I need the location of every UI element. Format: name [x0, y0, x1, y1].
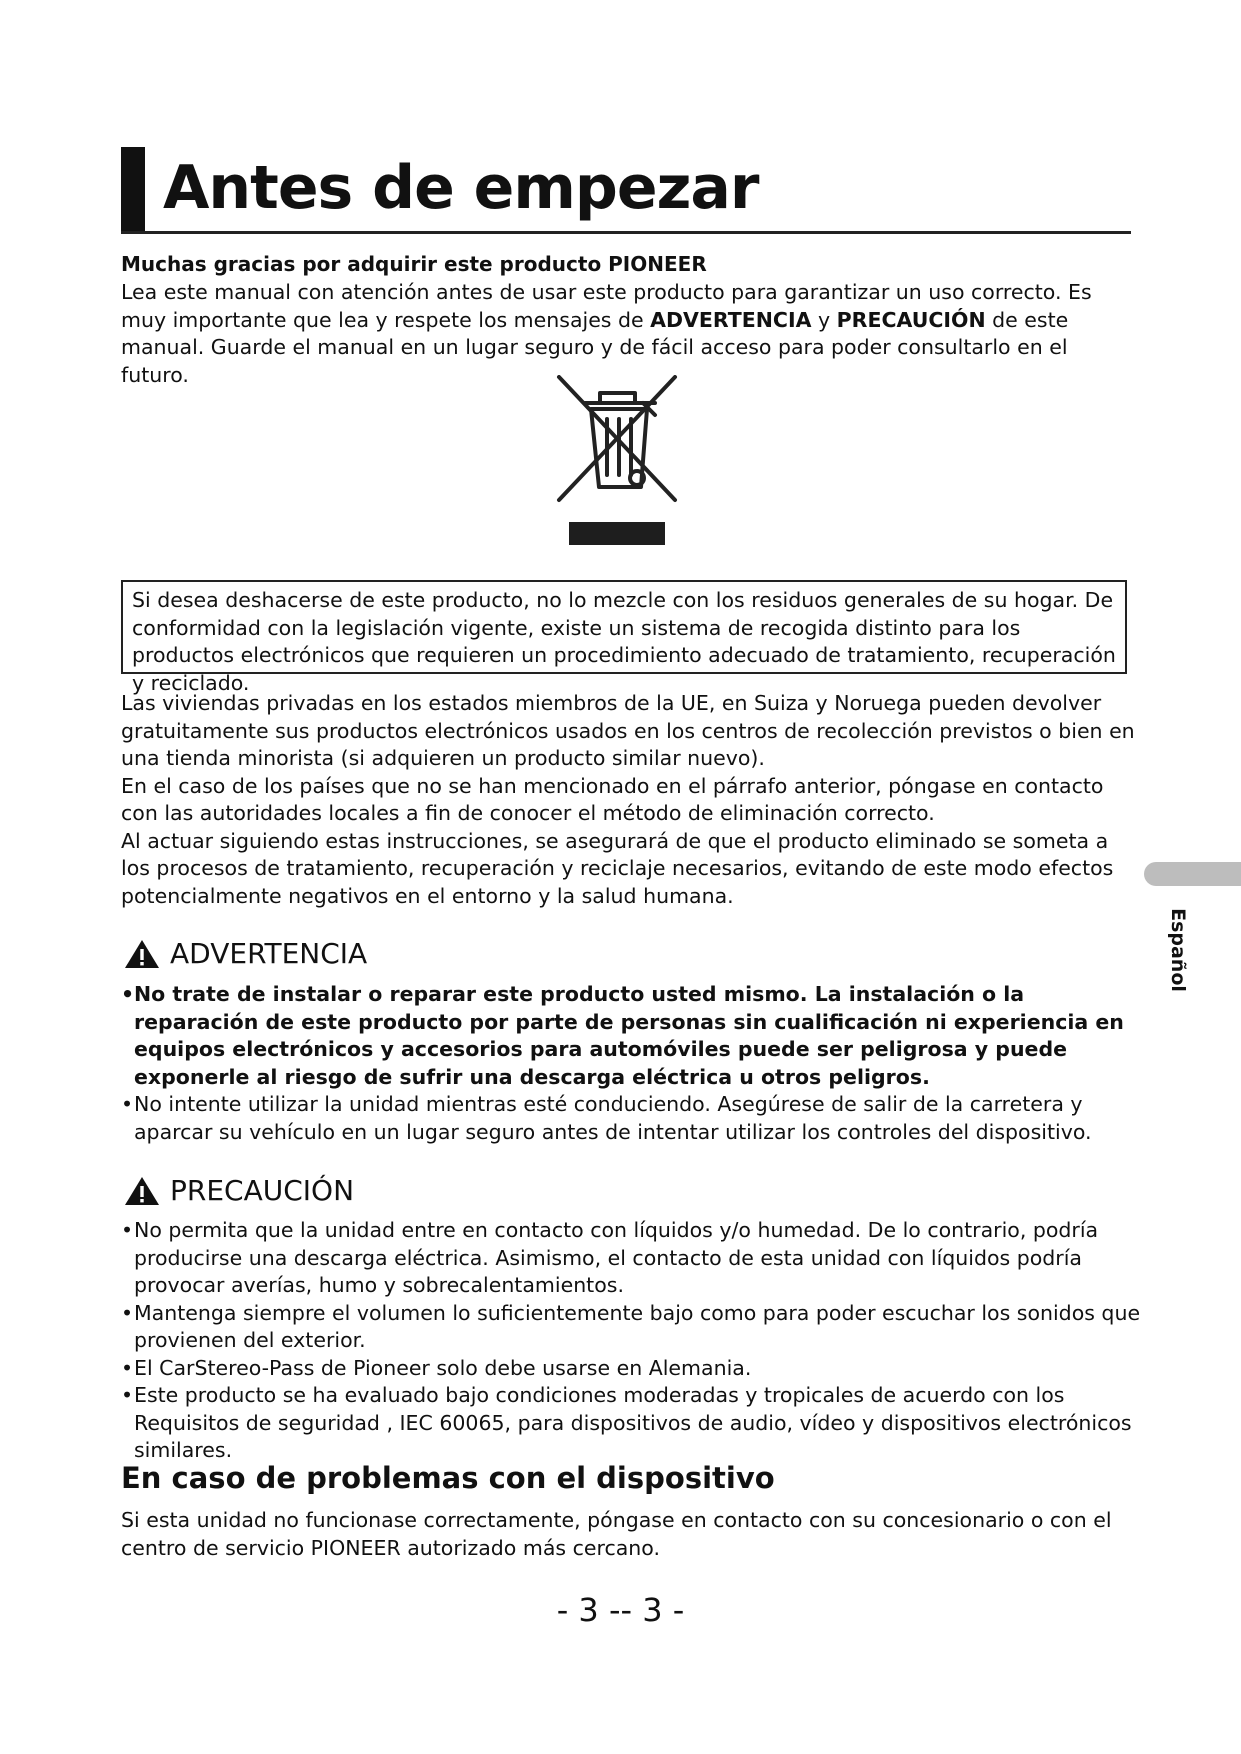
language-tab-label: Español: [1167, 908, 1189, 992]
trouble-paragraph: Si esta unidad no funcionase correctamente, póngase en contacto con su concesionario o con el centro de servicio PIONEER autorizado más cercano.: [121, 1508, 1112, 1560]
intro-heading: Muchas gracias por adquirir este producto PIONEER: [121, 252, 707, 276]
list-item: • El CarStereo-Pass de Pioneer solo debe usarse en Alemania.: [121, 1355, 1141, 1383]
page-title: Antes de empezar: [163, 153, 759, 223]
intro-text-1: Lea este manual con atención antes de usar este producto para garantizar un uso correcto. Es muy importante que lea y respete los mensajes de: [121, 280, 1092, 332]
list-item: • No trate de instalar o reparar este producto usted mismo. La instalación o la reparación de este producto por parte de personas sin cualificación ni experiencia en equipos electrónicos y accesorios para automóviles puede ser peligrosa y puede exponerle al riesgo de sufrir una descarga eléctrica u otros peligros.: [121, 981, 1141, 1091]
list-item: • No intente utilizar la unidad mientras esté conduciendo. Asegúrese de salir de la carretera y aparcar su vehículo en un lugar seguro antes de intentar utilizar los controles del dispositivo.: [121, 1091, 1141, 1146]
advertencia-keyword: ADVERTENCIA: [650, 307, 812, 332]
intro-conjunction: y: [811, 307, 837, 332]
disposal-paragraph: Al actuar siguiendo estas instrucciones, se asegurará de que el producto eliminado se someta a los procesos de tratamiento, recuperación y reciclaje necesarios, evitando de este modo efectos potencialmente negativos en el entorno y la salud humana.: [121, 828, 1114, 908]
precaucion-heading-text: PRECAUCIÓN: [170, 1174, 355, 1207]
list-item: • No permita que la unidad entre en contacto con líquidos y/o humedad. De lo contrario, podría producirse una descarga eléctrica. Asimismo, el contacto de esta unidad con líquidos podría provocar averías, humo y sobrecalentamientos.: [121, 1217, 1141, 1300]
list-item: • Este producto se ha evaluado bajo condiciones moderadas y tropicales de acuerdo con los Requisitos de seguridad , IEC 60065, para dispositivos de audio, vídeo y dispositivos electrónicos similares.: [121, 1382, 1141, 1465]
intro-text-2: de este manual. Guarde el manual en un lugar seguro y de fácil acceso para poder consultarlo en el futuro.: [121, 307, 1069, 387]
precaucion-keyword: PRECAUCIÓN: [836, 307, 986, 332]
disposal-paragraphs: [121, 690, 1141, 910]
advertencia-heading-text: ADVERTENCIA: [170, 937, 368, 970]
title-underline: [121, 231, 1131, 234]
list-item: • Mantenga siempre el volumen lo suficientemente bajo como para poder escuchar los sonidos que provienen del exterior.: [121, 1300, 1141, 1355]
precaucion-heading: [124, 1174, 354, 1208]
disposal-paragraph: En el caso de los países que no se han mencionado en el párrafo anterior, póngase en contacto con las autoridades locales a fin de conocer el método de eliminación correcto.: [121, 773, 1104, 825]
warning-triangle-icon: [124, 1176, 160, 1206]
disposal-notice-text: Si desea deshacerse de este producto, no lo mezcle con los residuos generales de su hogar. De conformidad con la legislación vigente, existe un sistema de recogida distinto para los productos electrónicos que requieren un procedimiento adecuado de tratamiento, recuperación y reciclado.: [132, 588, 1116, 695]
intro-paragraph: [121, 279, 1141, 389]
page-number: - 3 -- 3 -: [556, 1591, 685, 1629]
disposal-paragraph: Las viviendas privadas en los estados miembros de la UE, en Suiza y Noruega pueden devolver gratuitamente sus productos electrónicos usados en los centros de recolección previstos o bien en una tienda minorista (si adquieren un producto similar nuevo).: [121, 691, 1135, 770]
precaucion-list: [121, 1217, 1141, 1465]
advertencia-list: [121, 981, 1141, 1146]
title-accent-bar: [121, 147, 145, 233]
advertencia-heading: [124, 937, 367, 971]
crossed-out-wheelie-bin-icon: [555, 375, 690, 555]
language-tab-marker: [1144, 862, 1241, 886]
warning-triangle-icon: [124, 939, 160, 969]
trouble-heading: En caso de problemas con el dispositivo: [121, 1461, 775, 1495]
